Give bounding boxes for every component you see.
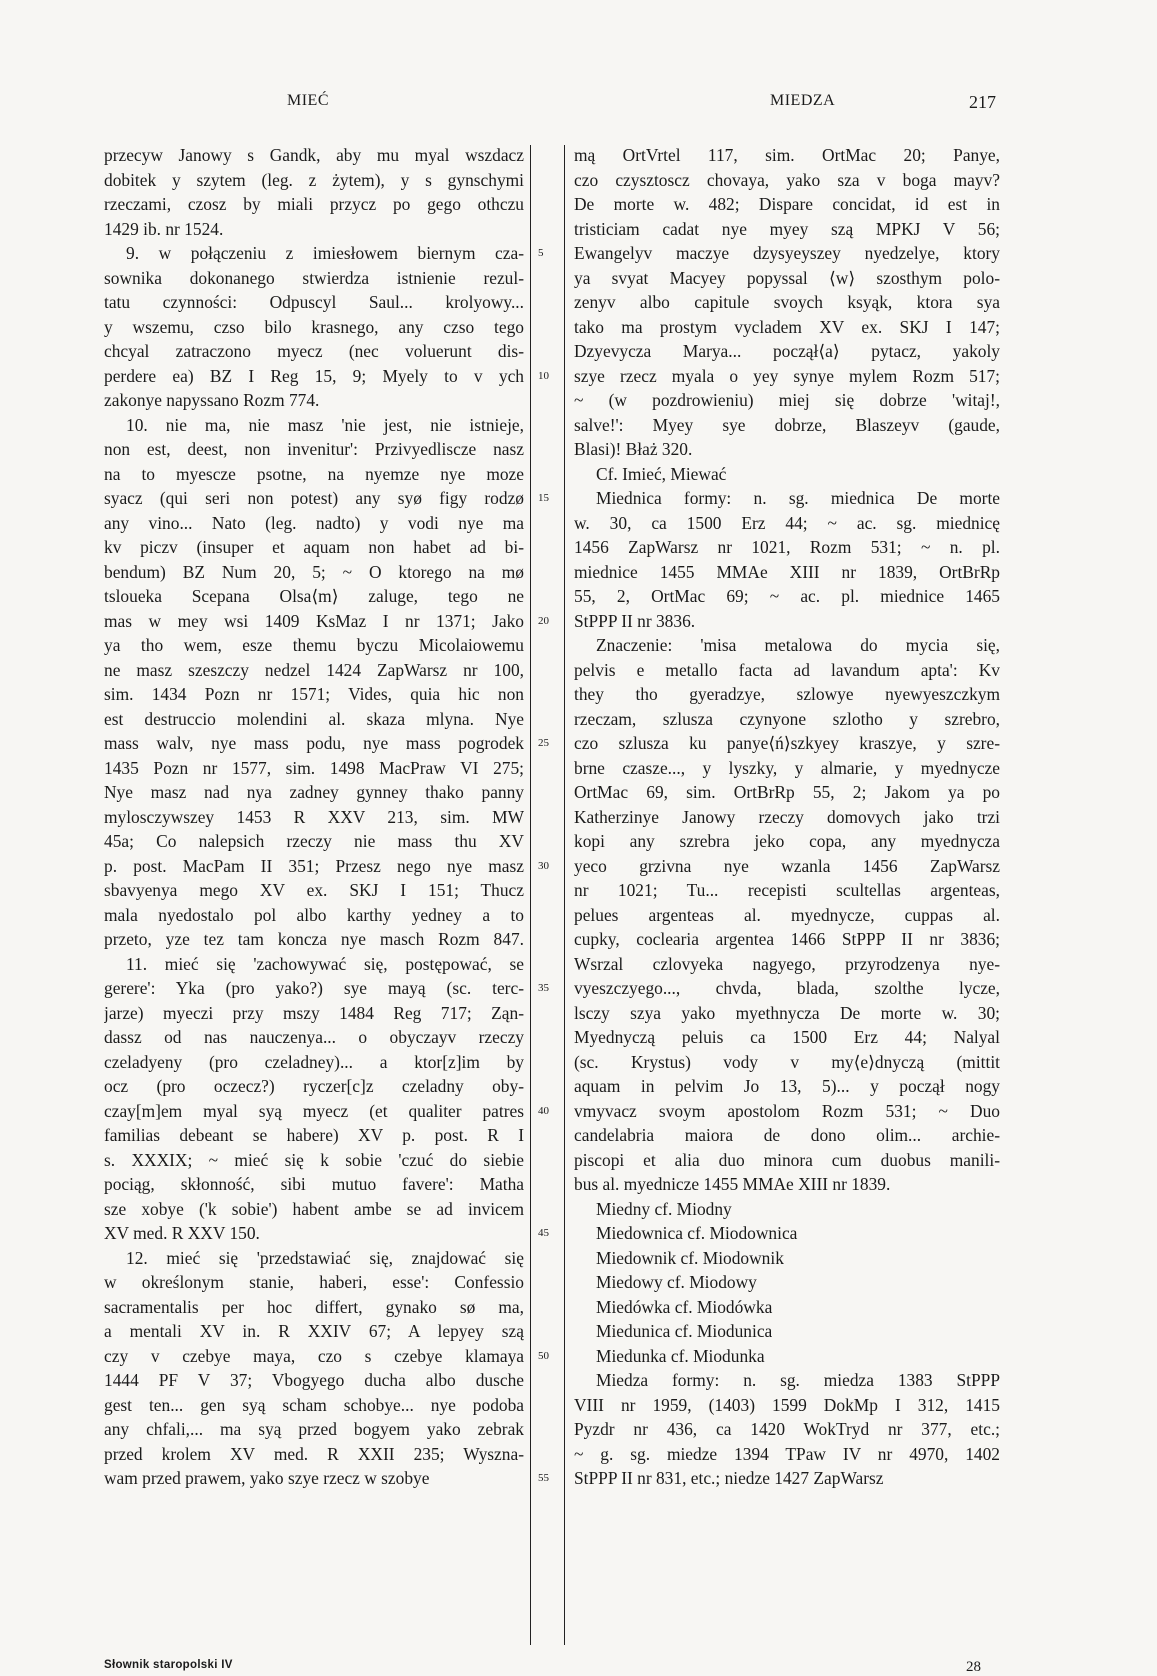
text-line: Blasi)! Błaż 320. [574, 439, 693, 459]
text-line: Cf. Imieć, Miewać [596, 463, 727, 484]
text-line: mass walv, nye mass podu, nye mass pogrodek [104, 733, 524, 753]
text-line: 10. nie ma, nie masz 'nie jest, nie istnieje, [126, 414, 524, 435]
footer-sheet-number: 28 [966, 1659, 981, 1675]
text-line: a mentali XV in. R XXIV 67; A lepyey szą [104, 1321, 524, 1341]
text-line: Miedownik cf. Miodownik [596, 1247, 784, 1268]
text-line: bus al. myednicze 1455 MMAe XIII nr 1839. [574, 1174, 891, 1194]
text-line: pelvis e metallo facta ad lavandum apta': Kv [574, 659, 1000, 680]
text-line: salve!': Myey sye dobrze, Blaszeyv (gaude, [574, 414, 1000, 435]
text-line: familias debeant se habere) XV p. post. R I [104, 1125, 524, 1145]
text-line: Miedowy cf. Miodowy [596, 1272, 757, 1292]
text-line: ya svyat Macyey popyssal ⟨w⟩ szosthym polo- [574, 267, 1000, 288]
line-number: 35 [538, 982, 549, 994]
text-line: yeco grzivna nye wzanla 1456 ZapWarsz [574, 855, 1000, 876]
line-number: 10 [538, 369, 549, 382]
line-number: 30 [538, 859, 549, 872]
text-line: kopi any szrebra jeko copa, any myednycza [574, 831, 1000, 851]
text-line: piscopi et alia duo minora cum duobus manili- [574, 1149, 1000, 1170]
text-line: mas w mey wsi 1409 KsMaz I nr 1371; Jako [104, 610, 524, 631]
text-line: Miedunica cf. Miodunica [596, 1321, 773, 1341]
text-line: mala nyedostalo pol albo karthy yedney a to [104, 904, 524, 925]
text-line: przed krolem XV med. R XXII 235; Wyszna- [104, 1443, 524, 1464]
text-line: 1435 Pozn nr 1577, sim. 1498 MacPraw VI 275; [104, 757, 524, 778]
text-line: Miednica formy: n. sg. miednica De morte [596, 488, 1000, 508]
text-line: nr 1021; Tu... recepisti scultellas argenteas, [574, 880, 1000, 900]
text-line: dassz od nas nauczenya... o obyczayv rzeczy [104, 1027, 524, 1047]
text-line: OrtMac 69, sim. OrtBrRp 55, 2; Jakom ya po [574, 782, 1000, 802]
line-number: 20 [538, 614, 549, 627]
right-guide-word: MIEDZA [770, 92, 836, 109]
text-line: miednice 1455 MMAe XIII nr 1839, OrtBrRp [574, 561, 1000, 582]
text-line: jarze) myeczi przy mszy 1484 Reg 717; Ząn- [104, 1002, 524, 1023]
text-line: sim. 1434 Pozn nr 1571; Vides, quia hic non [104, 684, 524, 704]
text-line: rzeczami, czosz by miali przycz po gego othczu [104, 194, 524, 214]
column-divider-right [564, 145, 565, 1645]
text-line: non est, deest, non invenitur': Przivyedliscze nasz [104, 439, 524, 459]
text-line: tsloueka Scepana Olsa⟨m⟩ zaluge, tego ne [104, 586, 524, 606]
text-line: mylosczywszey 1453 R XXV 213, sim. MW [104, 806, 524, 827]
text-line: rzeczam, szlusza czynyone szlotho y szrebro, [574, 708, 1000, 729]
left-guide-word: MIEĆ [287, 92, 329, 109]
line-number: 25 [538, 737, 549, 749]
text-line: aquam in pelvim Jo 13, 5)... y począł nogy [574, 1076, 1000, 1096]
text-line: vyeszczyego..., chvda, blada, szolthe lycze, [574, 978, 1000, 998]
text-line: czo szlusza ku panye⟨ń⟩szkyey kraszye, y szre- [574, 733, 1000, 753]
text-line: Ewangelyv maczye dzysyeyszey nyedzelye, ktory [574, 243, 1000, 263]
text-line: Znaczenie: 'misa metalowa do mycia się, [596, 635, 1000, 655]
text-line: s. XXXIX; ~ mieć się k sobie 'czuć do siebie [104, 1149, 524, 1170]
text-line: ~ (w pozdrowieniu) miej się dobrze 'witaj!, [574, 390, 1000, 410]
text-line: 9. w połączeniu z imiesłowem biernym cza- [126, 243, 524, 263]
line-number: 40 [538, 1104, 549, 1117]
text-line: przeto, yze tez tam koncza nye masch Rozm 847. [104, 929, 524, 949]
text-line: StPPP II nr 831, etc.; niedze 1427 ZapWarsz [574, 1468, 884, 1488]
text-line: 11. mieć się 'zachowywać się, postępować, se [126, 953, 524, 974]
text-line: Miedówka cf. Miodówka [596, 1296, 773, 1317]
text-line: zakonye napyssano Rozm 774. [104, 390, 320, 410]
text-line: ya tho wem, esze themu byczu Micolaiowemu [104, 635, 524, 655]
text-line: 1456 ZapWarsz nr 1021, Rozm 531; ~ n. pl. [574, 537, 1000, 557]
running-header [0, 92, 1157, 118]
text-line: Miedunka cf. Miodunka [596, 1345, 765, 1366]
text-line: est destruccio molendini al. skaza mlyna. Nye [104, 708, 524, 729]
text-line: gest ten... gen syą scham schobye... nye podoba [104, 1394, 524, 1415]
text-line: p. post. MacPam II 351; Przesz nego nye masz [104, 855, 524, 876]
text-line: czy v czebye maya, czo s czebye klamaya [104, 1345, 524, 1366]
text-line: lsczy szya yako myethnycza De morte w. 30; [574, 1002, 1000, 1023]
text-line: 55, 2, OrtMac 69; ~ ac. pl. miednice 1465 [574, 586, 1000, 606]
text-line: ~ g. sg. miedze 1394 TPaw IV nr 4970, 1402 [574, 1443, 1000, 1464]
text-line: candelabria maiora de dono olim... archie- [574, 1125, 1000, 1145]
text-line: bendum) BZ Num 20, 5; ~ O ktorego na mø [104, 561, 524, 582]
text-line: Wsrzal czlovyeka nagyego, przyrodzenya nye- [574, 953, 1000, 974]
text-line: wam przed prawem, yako szye rzecz w szobye [104, 1468, 430, 1488]
text-line: w określonym stanie, haberi, esse': Confessio [104, 1272, 524, 1292]
text-line: tako ma prostym vycladem XV ex. SKJ I 147; [574, 316, 1000, 337]
text-line: w. 30, ca 1500 Erz 44; ~ ac. sg. miednicę [574, 512, 1000, 533]
text-line: 1429 ib. nr 1524. [104, 218, 224, 239]
line-number: 15 [538, 492, 549, 504]
text-line: szye rzecz myala o yey synye mylem Rozm 517; [574, 365, 1000, 386]
text-line: sacramentalis per hoc differt, gynako sø ma, [104, 1296, 524, 1317]
text-line: vmyvacz svoym apostolom Rozm 531; ~ Duo [574, 1100, 1000, 1121]
text-line: brne czasze..., y lyszky, y almarie, y myednycze [574, 757, 1000, 778]
line-number: 45 [538, 1227, 549, 1239]
right-text-column [574, 143, 1000, 1491]
text-line: czo czysztoscz chovaya, yako sza v boga mayv? [574, 169, 1000, 190]
text-line: y wszemu, czso bilo krasnego, any czso tego [104, 316, 524, 337]
text-line: zenyv albo capitule svoych ksyąk, ktora sya [574, 292, 1000, 312]
line-number: 55 [538, 1472, 549, 1484]
left-text-column [104, 143, 524, 1491]
text-line: Myednyczą peluis ca 1500 Erz 44; Nalyal [574, 1027, 1000, 1047]
text-line: na to myescze psotne, na nyemze nye moze [104, 463, 524, 484]
text-line: chcyal zatraczono myecz (nec voluerunt dis- [104, 341, 524, 361]
text-line: 45a; Co nalepsich rzeczy nie mass thu XV [104, 831, 524, 851]
text-line: 12. mieć się 'przedstawiać się, znajdować się [126, 1247, 524, 1268]
text-line: sownika dokonanego stwierdza istnienie rezul- [104, 267, 524, 288]
text-line: De morte w. 482; Dispare concidat, id est in [574, 194, 1000, 214]
text-line: Katherzinye Janowy rzeczy domovych jako trzi [574, 806, 1000, 827]
text-line: 1444 PF V 37; Vbogyego ducha albo dusche [104, 1370, 524, 1390]
text-line: czeladyeny (pro czeladney)... a ktor[z]im by [104, 1051, 524, 1072]
page-number: 217 [969, 92, 996, 112]
text-line: tristiciam cadat nye myey szą MPKJ V 56; [574, 218, 1000, 239]
text-line: cupky, coclearia argentea 1466 StPPP II nr 3836; [574, 929, 1000, 949]
text-line: Miedownica cf. Miodownica [596, 1223, 798, 1243]
text-line: dobitek y szytem (leg. z żytem), y s gynschymi [104, 169, 524, 190]
text-line: perdere ea) BZ I Reg 15, 9; Myely to v ych [104, 365, 524, 386]
text-line: Nye masz nad nya zadney gynney thako panny [104, 782, 524, 802]
text-line: (sc. Krystus) vody v my⟨e⟩dnyczą (mittit [574, 1051, 1000, 1072]
text-line: pociąg, skłonność, sibi mutuo favere': Matha [104, 1174, 524, 1194]
text-line: Pyzdr nr 436, ca 1420 WokTryd nr 377, etc.; [574, 1419, 1000, 1439]
text-line: czay[m]em myal syą myecz (et qualiter patres [104, 1100, 524, 1121]
text-line: mą OrtVrtel 117, sim. OrtMac 20; Panye, [574, 145, 1000, 165]
line-number: 50 [538, 1349, 549, 1362]
text-line: sbavyenya mego XV ex. SKJ I 151; Thucz [104, 880, 524, 900]
text-line: sze xobye ('k sobie') habent ambe se ad invicem [104, 1198, 524, 1219]
line-number: 5 [538, 247, 544, 259]
text-line: przecyw Janowy s Gandk, aby mu myal wszdacz [104, 145, 524, 165]
text-line: XV med. R XXV 150. [104, 1223, 260, 1243]
footer-signature: Słownik staropolski IV [104, 1659, 233, 1671]
column-divider-left [530, 145, 531, 1645]
text-line: Dzyevycza Marya... począł⟨a⟩ pytacz, yakoly [574, 341, 1000, 361]
text-line: Miedny cf. Miodny [596, 1198, 732, 1219]
text-line: pelues argenteas al. myednycze, cuppas al. [574, 904, 1000, 925]
text-line: syacz (qui seri non potest) any syø figy rodzø [104, 488, 524, 508]
text-line: kv piczv (insuper et aquam non habet ad bi- [104, 537, 524, 557]
text-line: they tho gyeradzye, szlowye nyewyeszczkym [574, 684, 1000, 704]
text-line: VIII nr 1959, (1403) 1599 DokMp I 312, 1415 [574, 1394, 1000, 1415]
text-line: gerere': Yka (pro yako?) sye mayą (sc. terc- [104, 978, 524, 998]
text-line: ocz (pro oczecz?) ryczer[c]z czeladny oby- [104, 1076, 524, 1096]
text-line: tatu czynności: Odpuscyl Saul... krolyowy... [104, 292, 524, 312]
text-line: Miedza formy: n. sg. miedza 1383 StPPP [596, 1370, 1000, 1390]
text-line: StPPP II nr 3836. [574, 610, 696, 631]
text-line: any vino... Nato (leg. nadto) y vodi nye ma [104, 512, 524, 533]
text-line: any chfali,... ma syą przed bogyem yako zebrak [104, 1419, 524, 1439]
text-line: ne masz szeszczy nedzel 1424 ZapWarsz nr 100, [104, 659, 524, 680]
